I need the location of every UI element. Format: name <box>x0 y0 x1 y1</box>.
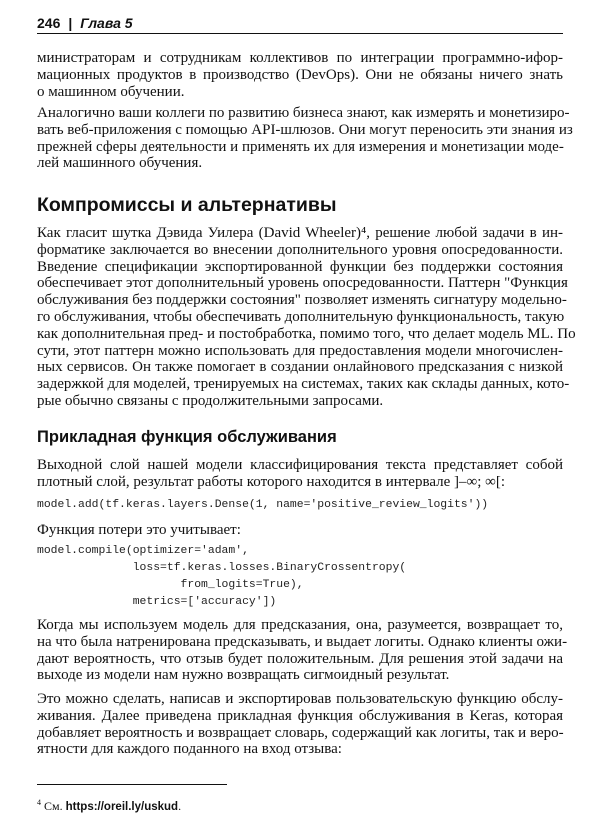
text-line: Как гласит шутка Дэвида Уилера (David Wheeler)⁴, решение любой задачи в ин- <box>37 225 563 241</box>
text-line: дают вероятность, что отзыв будет положительным. Для решения этой задачи на <box>37 650 563 667</box>
text-line: Это можно сделать, написав и экспортировав пользовательскую функцию обслу- <box>37 691 563 707</box>
text-line: Выходной слой нашей модели классифицирования текста представляет собой <box>37 457 563 473</box>
text-line: ятности для каждого поданного на вход отзыва: <box>37 741 342 758</box>
text-line: форматике заключается во внесении дополнительного уровня опосредованности. <box>37 241 563 258</box>
text-line: сути, этот паттерн можно использовать для предоставления модели многочислен- <box>37 342 563 359</box>
code-line: model.compile(optimizer='adam', <box>37 545 249 557</box>
footnote-rule <box>37 784 227 785</box>
text-line: обслуживания без поддержки состояния" позволяет изменять сигнатуру модельно- <box>37 292 567 309</box>
text-line: живания. Далее приведена прикладная функция обслуживания в Keras, которая <box>37 707 563 724</box>
subsection-heading: Прикладная функция обслуживания <box>37 428 337 446</box>
code-line: loss=tf.keras.losses.BinaryCrossentropy( <box>37 562 407 574</box>
footnote-suffix: . <box>178 799 182 813</box>
code-line: model.add(tf.keras.layers.Dense(1, name='positive_review_logits')) <box>37 499 489 511</box>
footnote-number: 4 <box>37 798 41 807</box>
section-heading: Компромиссы и альтернативы <box>37 194 337 216</box>
footnote-link[interactable]: https://oreil.ly/uskud <box>65 801 179 813</box>
text-line: добавляет вероятность и возвращает словарь, содержащий как логиты, так и веро- <box>37 724 564 741</box>
code-line: from_logits=True), <box>37 579 304 591</box>
paragraph <box>37 105 573 172</box>
text-line: рые обычно связаны с продолжительными запросами. <box>37 392 384 409</box>
code-line: metrics=['accuracy']) <box>37 596 277 608</box>
text-line: обеспечивает этот дополнительный уровень опосредованности. Паттерн "Функция <box>37 275 568 292</box>
code-block <box>37 543 563 611</box>
text-line: мационных продуктов в производство (DevOps). Они не обязаны ничего знать <box>37 66 563 83</box>
paragraph <box>37 522 563 539</box>
code-block <box>37 497 563 514</box>
text-line: задержкой для моделей, тренируемых на системах, таких как склады данных, кото- <box>37 376 570 393</box>
paragraph <box>37 691 563 758</box>
page-number: 246 <box>37 15 61 31</box>
chapter-title: Глава 5 <box>80 15 133 31</box>
paragraph <box>37 457 563 491</box>
footnote-prefix: См. <box>44 799 63 813</box>
text-line: выходе из модели нам нужно возвращать сигмоидный результат. <box>37 667 450 684</box>
text-line: Когда мы используем модель для предсказания, она, разумеется, возвращает то, <box>37 617 563 633</box>
text-line: Аналогично ваши коллеги по развитию бизнеса знают, как измерять и монетизиро- <box>37 105 570 121</box>
paragraph <box>37 50 563 100</box>
text-line: о машинном обучении. <box>37 83 185 100</box>
text-line: министраторам и сотрудникам коллективов по интеграции программно-ифор- <box>37 50 563 66</box>
text-line: плотный слой, результат работы которого находится в интервале ]–∞; ∞[: <box>37 473 505 490</box>
text-line: лей машинного обучения. <box>37 155 203 172</box>
text-line: на что была натренирована предсказывать, и выдает логиты. Однако клиенты ожи- <box>37 633 568 650</box>
header-separator: | <box>68 15 73 31</box>
header-rule <box>37 33 563 34</box>
text-line: Введение спецификации экспортированной функции без поддержки состояния <box>37 258 563 275</box>
text-line: как дополнительная пред- и постобработка, помимо того, что делает модель ML. По <box>37 325 576 342</box>
text-line: вать веб-приложения с помощью API-шлюзов. Они могут переносить эти знания из <box>37 121 573 138</box>
text-line: ных сервисов. Он также помогает в создании онлайнового предсказания с низкой <box>37 359 563 376</box>
text-line: го обслуживания, чтобы обеспечивать дополнительную функциональность, такую <box>37 308 565 325</box>
text-line: Функция потери это учитывает: <box>37 522 241 538</box>
paragraph <box>37 617 568 684</box>
footnote <box>37 796 563 814</box>
paragraph <box>37 225 576 410</box>
running-header <box>37 14 563 32</box>
text-line: прежней сферы деятельности и применять их для измерения и монетизации моде- <box>37 138 564 155</box>
